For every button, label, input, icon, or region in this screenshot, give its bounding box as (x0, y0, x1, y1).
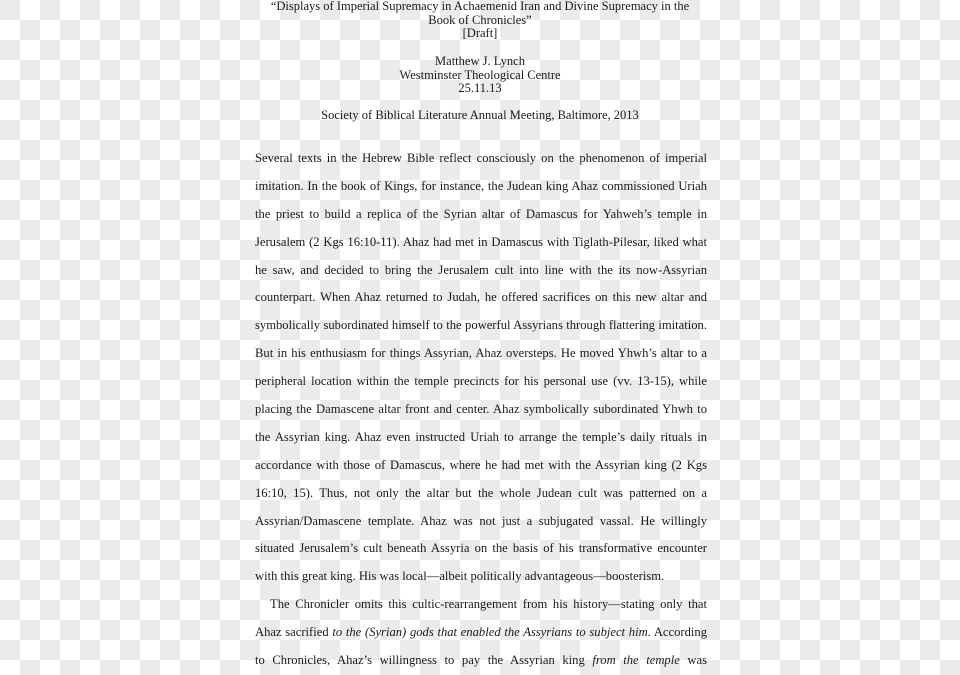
italic-phrase: from the temple (592, 653, 680, 668)
text-line: the priest to build a replica of the Syrian altar of Damascus for Yahweh’s temple in (255, 206, 707, 221)
title-line-1: “Displays of Imperial Supremacy in Achaemenid Iran and Divine Supremacy in the (270, 0, 690, 13)
text-run: to Chronicles, Ahaz’s willingness to pay the Assyrian king (255, 653, 593, 668)
text-run: Ahaz sacrified (255, 625, 333, 640)
text-line: Several texts in the Hebrew Bible reflect consciously on the phenomenon of imperial (255, 151, 707, 165)
text-line: he saw, and decided to bring the Jerusalem cult into line with the its now-Assyrian (255, 262, 707, 277)
text-line: 16:10, 15). Thus, not only the altar but the whole Judean cult was patterned on a (255, 485, 707, 500)
document-title (0, 0, 960, 41)
text-line: But in his enthusiasm for things Assyrian, Ahaz oversteps. He moved Yhwh’s altar to a (255, 346, 707, 361)
text-line: counterpart. When Ahaz returned to Judah, he offered sacrifices on this new altar and (255, 290, 707, 305)
text-line (255, 619, 707, 647)
meeting-line: Society of Biblical Literature Annual Meeting, Baltimore, 2013 (321, 108, 639, 122)
text-line: Assyrian/Damascene template. Ahaz was not just a subjugated vassal. He willingly (255, 513, 707, 528)
text-run: was (679, 653, 707, 668)
text-line: peripheral location within the temple precincts for his personal use (vv. 13-15), while (255, 374, 707, 389)
author-name: Matthew J. Lynch (435, 54, 525, 68)
body-text (255, 145, 707, 675)
text-line: situated Jerusalem’s cult beneath Assyria on the basis of his transformative encounter (255, 541, 707, 556)
paragraph-1 (255, 145, 707, 591)
title-line-2: Book of Chronicles” (428, 12, 532, 27)
text-line: accordance with those of Damascus, where he had met with the Assyrian king (2 Kgs (255, 457, 707, 472)
text-line: symbolically subordinated himself to the powerful Assyrians through flattering imitation. (255, 318, 707, 333)
italic-quote: to the (Syrian) gods that enabled the Assyrians to subject him (332, 625, 648, 640)
text-line: Jerusalem (2 Kgs 16:10-11). Ahaz had met in Damascus with Tiglath-Pilesar, liked what (255, 234, 707, 249)
text-line: The Chronicler omits this cultic-rearrangement from his history—stating only that (270, 597, 707, 612)
text-line: imitation. In the book of Kings, for instance, the Judean king Ahaz commissioned Uriah (255, 178, 707, 193)
text-line: with this great king. His was local—albeit politically advantageous—boosterism. (255, 569, 665, 584)
text-run: . According (647, 625, 707, 640)
date: 25.11.13 (458, 81, 502, 95)
paragraph-2 (255, 591, 707, 675)
text-line: the Assyrian king. Ahaz even instructed Uriah to arrange the temple’s daily rituals in (255, 429, 707, 444)
text-line: placing the Damascene altar front and center. Ahaz symbolically subordinated Yhwh to (255, 402, 707, 417)
draft-label: [Draft] (462, 26, 498, 40)
author-block (0, 55, 960, 96)
institution: Westminster Theological Centre (399, 67, 561, 82)
